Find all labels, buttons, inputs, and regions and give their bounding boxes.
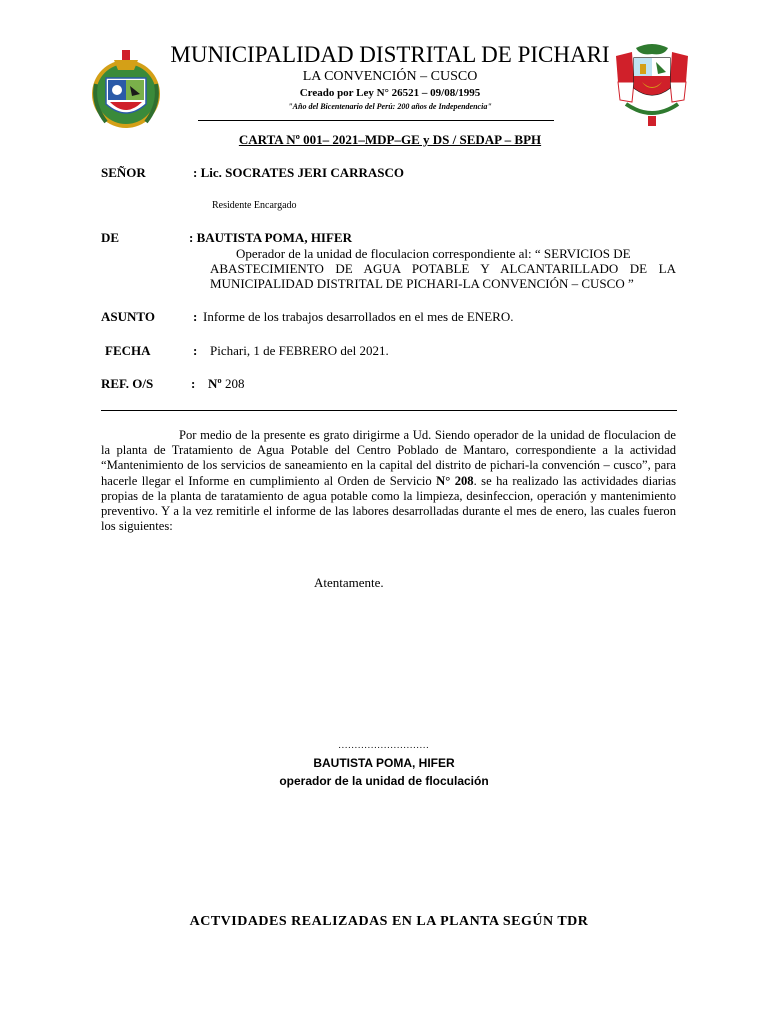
- signature-name: BAUTISTA POMA, HIFER: [313, 756, 455, 770]
- date-value: Pichari, 1 de FEBRERO del 2021.: [210, 343, 389, 358]
- ref-value-bold: Nº: [208, 376, 222, 391]
- sender-name: : BAUTISTA POMA, HIFER: [189, 230, 352, 245]
- subject-value: Informe de los trabajos desarrollados en el mes de ENERO.: [203, 309, 514, 324]
- recipient-name: : Lic. SOCRATES JERI CARRASCO: [193, 165, 405, 180]
- body-paragraph: [101, 428, 676, 534]
- section-divider: [101, 410, 677, 411]
- ref-label: REF. O/S: [101, 376, 154, 391]
- sender-desc-line3: MUNICIPALIDAD DISTRITAL DE PICHARI-LA CONVENCIÓN – CUSCO ”: [210, 276, 634, 291]
- subject-label: ASUNTO: [101, 309, 155, 324]
- ref-value-number: 208: [221, 376, 245, 391]
- letter-reference: [150, 131, 630, 149]
- body-service-order: N° 208: [436, 473, 474, 488]
- subject-colon: :: [193, 309, 198, 324]
- header-divider: [198, 120, 554, 121]
- date-colon: :: [193, 343, 198, 358]
- sender-desc-line1: Operador de la unidad de floculacion correspondiente al: “ SERVICIOS DE: [236, 246, 631, 261]
- closing-text: Atentamente.: [314, 575, 384, 590]
- sender-label: DE: [101, 230, 120, 245]
- signature-role: operador de la unidad de floculación: [279, 774, 489, 788]
- body-text-part2: . se ha realizado las actividades diarias propias de la planta de taratamiento de agua potable como la limpieza, desinfeccion, operación y mantenimiento preventivo. Y a la vez remitirle el informe de las labores desarrolladas durante el mes de enero, las cuales fueron los siguientes:: [101, 473, 676, 534]
- letter-body: [101, 428, 676, 534]
- ref-colon: :: [191, 376, 196, 391]
- letter-reference-code: CARTA Nº 001– 2021–MDP–GE y DS / SEDAP – BPH: [238, 132, 542, 147]
- recipient-role: Residente Encargado: [212, 200, 297, 211]
- institution-subtitle: LA CONVENCIÓN – CUSCO: [302, 69, 478, 84]
- ref-value: [208, 375, 244, 393]
- activities-heading: ACTVIDADES REALIZADAS EN LA PLANTA SEGÚN TDR: [189, 914, 589, 929]
- body-text-part1: Por medio de la presente es grato dirigirme a Ud. Siendo operador de la unidad de floculacion de la planta de Tratamiento de Agua Potable del Centro Poblado de Mantaro, correspondiente a la actividad “Mantenimiento de los servicios de saneamiento en la capital del distrito de pichari-la convención – cusco”, para hacerle llegar el Informe en cumplimiento al Orden de Servicio: [101, 428, 676, 488]
- recipient-label: SEÑOR: [101, 165, 146, 180]
- sender-desc-line2: ABASTECIMIENTO DE AGUA POTABLE Y ALCANTARILLADO DE LA: [210, 261, 676, 276]
- creation-law: Creado por Ley N° 26521 – 09/08/1995: [299, 87, 481, 99]
- signature-line: ............................: [338, 740, 430, 750]
- year-motto: "Año del Bicentenario del Perú: 200 años de Independencia": [288, 102, 492, 111]
- date-label: FECHA: [105, 343, 151, 358]
- institution-title: MUNICIPALIDAD DISTRITAL DE PICHARI: [170, 42, 610, 67]
